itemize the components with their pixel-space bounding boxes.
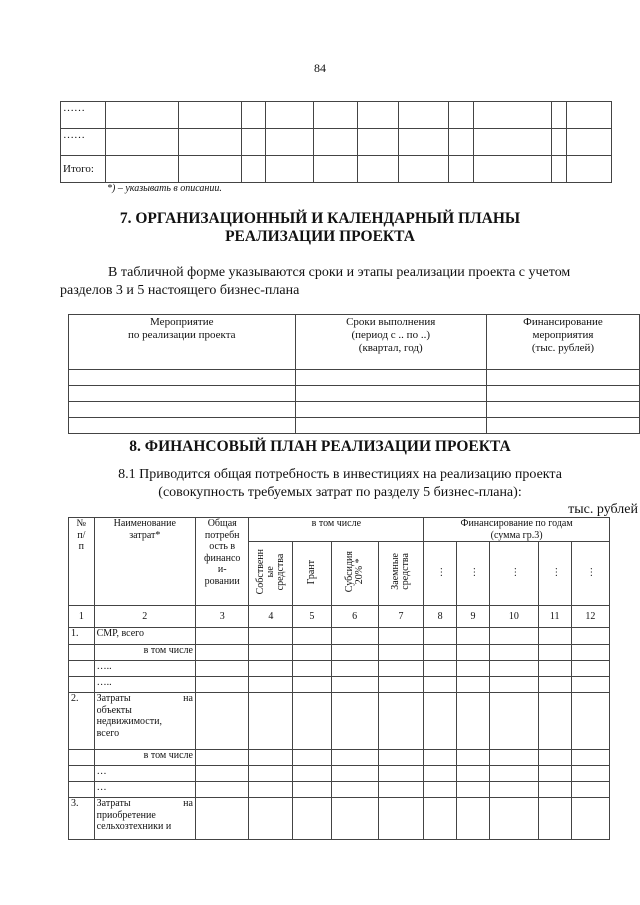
row-subheading: в том числе [94, 645, 195, 661]
header-year-placeholder: … [548, 566, 560, 577]
section-7-title: 7. ОРГАНИЗАЦИОННЫЙ И КАЛЕНДАРНЫЙ ПЛАНЫ РЕАЛИЗАЦИИ ПРОЕКТА [119, 210, 521, 245]
column-number: 11 [538, 606, 571, 628]
header-funding-by-year: Финансирование по годам (сумма гр.3) [424, 518, 610, 542]
column-number: 12 [571, 606, 609, 628]
column-number: 5 [293, 606, 331, 628]
header-year-placeholder: … [466, 566, 478, 577]
header-loan: Заемные средства [389, 553, 411, 591]
column-number: 10 [489, 606, 538, 628]
column-number: 4 [249, 606, 293, 628]
header-grant: Грант [305, 559, 317, 584]
column-number: 6 [331, 606, 378, 628]
section-8-title: 8. ФИНАНСОВЫЙ ПЛАН РЕАЛИЗАЦИИ ПРОЕКТА [129, 438, 511, 455]
header-period: Сроки выполнения (период с .. по ..) (квартал, год) [295, 315, 486, 370]
row-placeholder: ….. [94, 677, 195, 693]
row-subheading: в том числе [94, 750, 195, 766]
column-number: 7 [378, 606, 423, 628]
row-number: 3. [69, 798, 95, 840]
column-number: 2 [94, 606, 195, 628]
total-row-label: Итого: [61, 156, 106, 183]
unit-label: тыс. рублей [568, 502, 638, 517]
header-name: Наименование затрат* [94, 518, 195, 606]
row-name: СМР, всего [94, 628, 195, 645]
row-placeholder: … [94, 782, 195, 798]
header-own-funds: Собственн ые средства [254, 549, 286, 595]
table-row-label: …… [61, 129, 106, 156]
page-number: 84 [314, 61, 326, 75]
row-placeholder: ….. [94, 661, 195, 677]
column-number: 3 [195, 606, 249, 628]
row-name: Затраты на объекты недвижимости, всего [94, 693, 195, 750]
column-number: 1 [69, 606, 95, 628]
header-year-placeholder: … [434, 566, 446, 577]
calendar-plan-table [68, 314, 640, 434]
column-number: 8 [424, 606, 457, 628]
table-row-label: …… [61, 102, 106, 129]
header-year-placeholder: … [507, 566, 519, 577]
header-funding: Финансирование мероприятия (тыс. рублей) [486, 315, 639, 370]
header-total: Общая потребн ость в финансо и- ровании [195, 518, 249, 606]
row-number: 2. [69, 693, 95, 750]
row-name: Затраты на приобретение сельхозтехники и [94, 798, 195, 840]
header-in-total: в том числе [249, 518, 424, 542]
section-7-paragraph: В табличной форме указываются сроки и этапы реализации проекта с учетом разделов 3 и 5 настоящего бизнес-плана [60, 265, 571, 298]
row-number: 1. [69, 628, 95, 645]
header-subsidy: Субсидия 20% * [343, 551, 365, 593]
continuation-table [60, 101, 612, 183]
footnote: *) – указывать в описании. [107, 183, 222, 194]
financial-plan-table [68, 517, 610, 840]
column-number: 9 [457, 606, 490, 628]
header-year-placeholder: … [584, 566, 596, 577]
row-placeholder: … [94, 766, 195, 782]
header-activity: Мероприятие по реализации проекта [69, 315, 296, 370]
section-8-paragraph: 8.1 Приводится общая потребность в инвестициях на реализацию проекта (совокупность требуемых затрат по разделу 5 бизнес-плана): [118, 467, 562, 500]
header-num: № п/ п [69, 518, 95, 606]
